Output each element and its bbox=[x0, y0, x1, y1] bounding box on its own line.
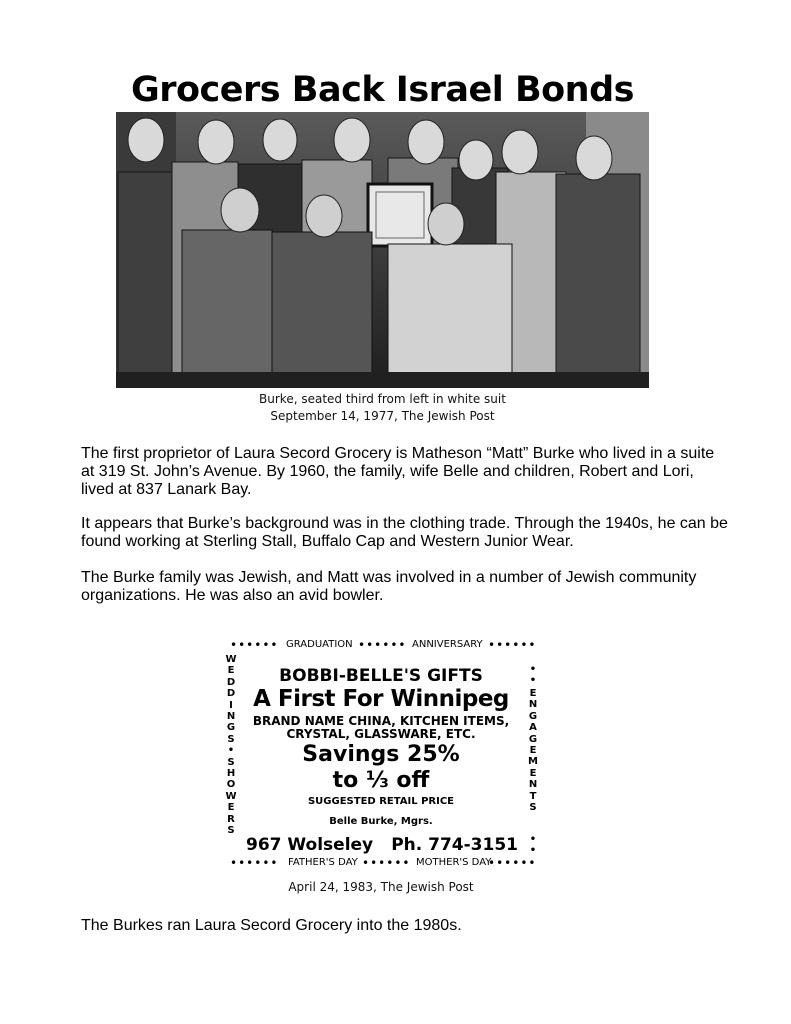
ad-top-right-label: ANNIVERSARY bbox=[412, 639, 483, 650]
ad-price-note: SUGGESTED RETAIL PRICE bbox=[307, 796, 454, 807]
ad-dots-decoration: •••••• bbox=[230, 638, 279, 652]
ad-left-vertical-label: W E D D I N G S • S H O W E R S bbox=[225, 654, 237, 837]
ad-savings-line-2: to ⅓ off bbox=[332, 768, 430, 793]
ad-managers: Belle Burke, Mgrs. bbox=[329, 816, 433, 827]
group-photo bbox=[116, 112, 649, 388]
ad-savings-line-1: Savings 25% bbox=[302, 742, 460, 767]
ad-right-vertical-label: • • bbox=[529, 664, 537, 687]
paragraph-background: It appears that Burke’s background was in the clothing trade. Through the 1940s, he can be found working at Sterling Stall, Buffalo Cap and Western Junior Wear. bbox=[81, 515, 728, 550]
photo-caption: Burke, seated third from left in white suit bbox=[259, 392, 506, 406]
ad-top-left-label: GRADUATION bbox=[286, 639, 353, 650]
paragraph-proprietor: The first proprietor of Laura Secord Grocery is Matheson “Matt” Burke who lived in a suite at 319 St. John’s Avenue. By 1960, the family, wife Belle and children, Robert and Lori, lived at 837 Lanark Bay. bbox=[81, 445, 715, 498]
ad-right-vertical-dots: • • bbox=[529, 834, 537, 857]
ad-items-line-1: BRAND NAME CHINA, KITCHEN ITEMS, bbox=[252, 714, 510, 728]
ad-dots-decoration: •••••• bbox=[488, 856, 537, 870]
bobbi-belle-advertisement bbox=[222, 634, 540, 870]
ad-bottom-right-label: MOTHER'S DAY bbox=[416, 857, 492, 868]
ad-phone: Ph. 774-3151 bbox=[391, 835, 518, 855]
paragraph-community: The Burke family was Jewish, and Matt was involved in a number of Jewish community organizations. He was also an avid bowler. bbox=[81, 569, 697, 604]
ad-tagline: A First For Winnipeg bbox=[253, 686, 509, 712]
ad-dots-decoration: •••••• bbox=[230, 856, 279, 870]
ad-caption: April 24, 1983, The Jewish Post bbox=[288, 880, 474, 894]
ad-dots-decoration: •••••• bbox=[362, 856, 411, 870]
ad-items-line-2: CRYSTAL, GLASSWARE, ETC. bbox=[286, 727, 476, 741]
ad-dots-decoration: •••••• bbox=[358, 638, 407, 652]
photo-source: September 14, 1977, The Jewish Post bbox=[270, 409, 495, 423]
ad-store-name: BOBBI-BELLE'S GIFTS bbox=[279, 666, 483, 686]
clipping-headline: Grocers Back Israel Bonds bbox=[131, 70, 634, 110]
paragraph-closing: The Burkes ran Laura Secord Grocery into the 1980s. bbox=[81, 917, 462, 934]
ad-address: 967 Wolseley bbox=[246, 835, 374, 855]
ad-dots-decoration: •••••• bbox=[488, 638, 537, 652]
ad-bottom-left-label: FATHER'S DAY bbox=[288, 857, 358, 868]
ad-right-vertical-words: E N G A G E M E N T S bbox=[528, 688, 538, 814]
